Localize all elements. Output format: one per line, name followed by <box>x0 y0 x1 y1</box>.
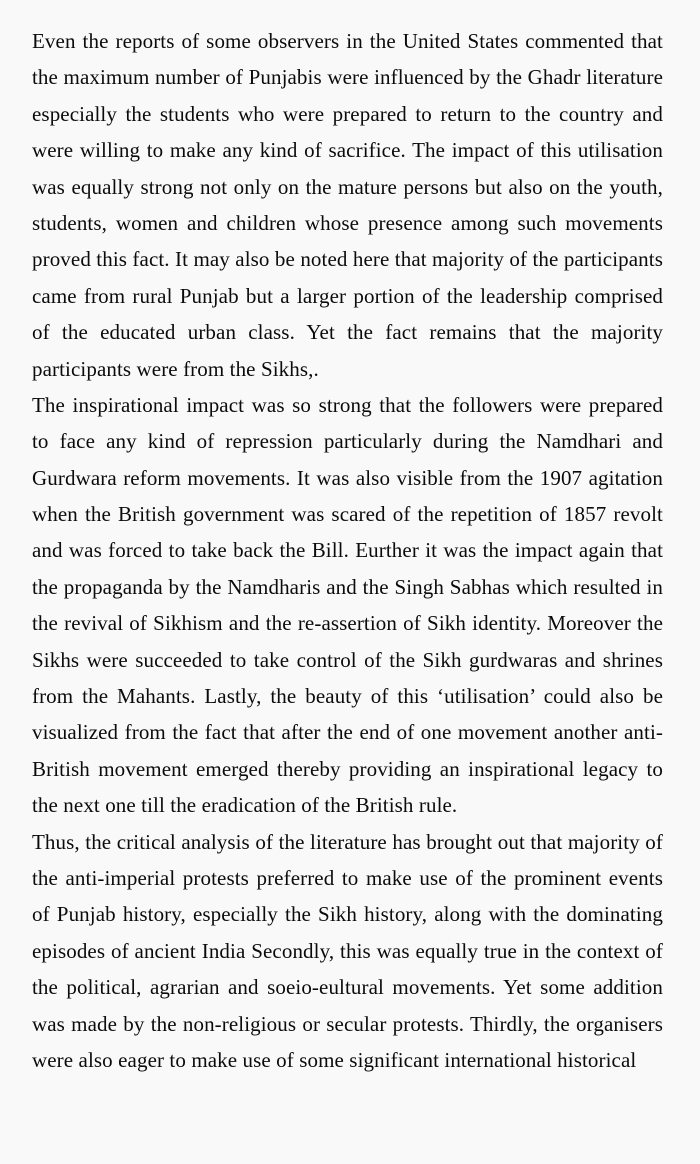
text-line: was equally strong not only on the mature persons but also on the youth, <box>32 174 663 199</box>
page-text <box>32 23 663 1078</box>
text-line: episodes of ancient India Secondly, this was equally true in the context of <box>32 938 663 963</box>
text-line: came from rural Punjab but a larger portion of the leadership comprised <box>32 283 663 308</box>
text-line: Gurdwara reform movements. It was also visible from the 1907 agitation <box>32 465 663 490</box>
text-line: the next one till the eradication of the British rule. <box>32 793 458 818</box>
text-line: from the Mahants. Lastly, the beauty of this ‘utilisation’ could also be <box>32 684 663 709</box>
text-line: British movement emerged thereby providing an inspirational legacy to <box>32 756 663 781</box>
text-line: the propaganda by the Namdharis and the Singh Sabhas which resulted in <box>32 574 663 599</box>
text-line: were also eager to make use of some significant international historical <box>32 1047 637 1072</box>
paragraph-2 <box>32 387 663 824</box>
text-line: especially the students who were prepared to return to the country and <box>32 101 663 126</box>
paragraph-3 <box>32 824 663 1079</box>
text-line: Sikhs were succeeded to take control of the Sikh gurdwaras and shrines <box>32 647 663 672</box>
text-line: the anti-imperial protests preferred to make use of the prominent events <box>32 865 663 890</box>
text-line: the revival of Sikhism and the re-assertion of Sikh identity. Moreover the <box>32 611 663 636</box>
text-line: proved this fact. It may also be noted here that majority of the participants <box>32 247 663 272</box>
text-line: when the British government was scared of the repetition of 1857 revolt <box>32 502 663 527</box>
text-line: of Punjab history, especially the Sikh history, along with the dominating <box>32 902 663 927</box>
text-line: were willing to make any kind of sacrifice. The impact of this utilisation <box>32 138 663 163</box>
text-line: was made by the non-religious or secular protests. Thirdly, the organisers <box>32 1011 663 1036</box>
paragraph-1 <box>32 23 663 387</box>
text-line: the political, agrarian and soeio-eultural movements. Yet some addition <box>32 975 663 1000</box>
text-line: and was forced to take back the Bill. Eurther it was the impact again that <box>32 538 663 563</box>
text-line: visualized from the fact that after the end of one movement another anti- <box>32 720 663 745</box>
text-line: the maximum number of Punjabis were influenced by the Ghadr literature <box>32 65 663 90</box>
text-line: Even the reports of some observers in the United States commented that <box>32 29 663 53</box>
text-line: Thus, the critical analysis of the literature has brought out that majority of <box>32 829 663 854</box>
text-line: participants were from the Sikhs,. <box>32 356 319 381</box>
text-line: students, women and children whose presence among such movements <box>32 210 663 235</box>
text-line: The inspirational impact was so strong that the followers were prepared <box>32 392 663 417</box>
text-line: of the educated urban class. Yet the fact remains that the majority <box>32 320 663 345</box>
text-line: to face any kind of repression particularly during the Namdhari and <box>32 429 663 454</box>
